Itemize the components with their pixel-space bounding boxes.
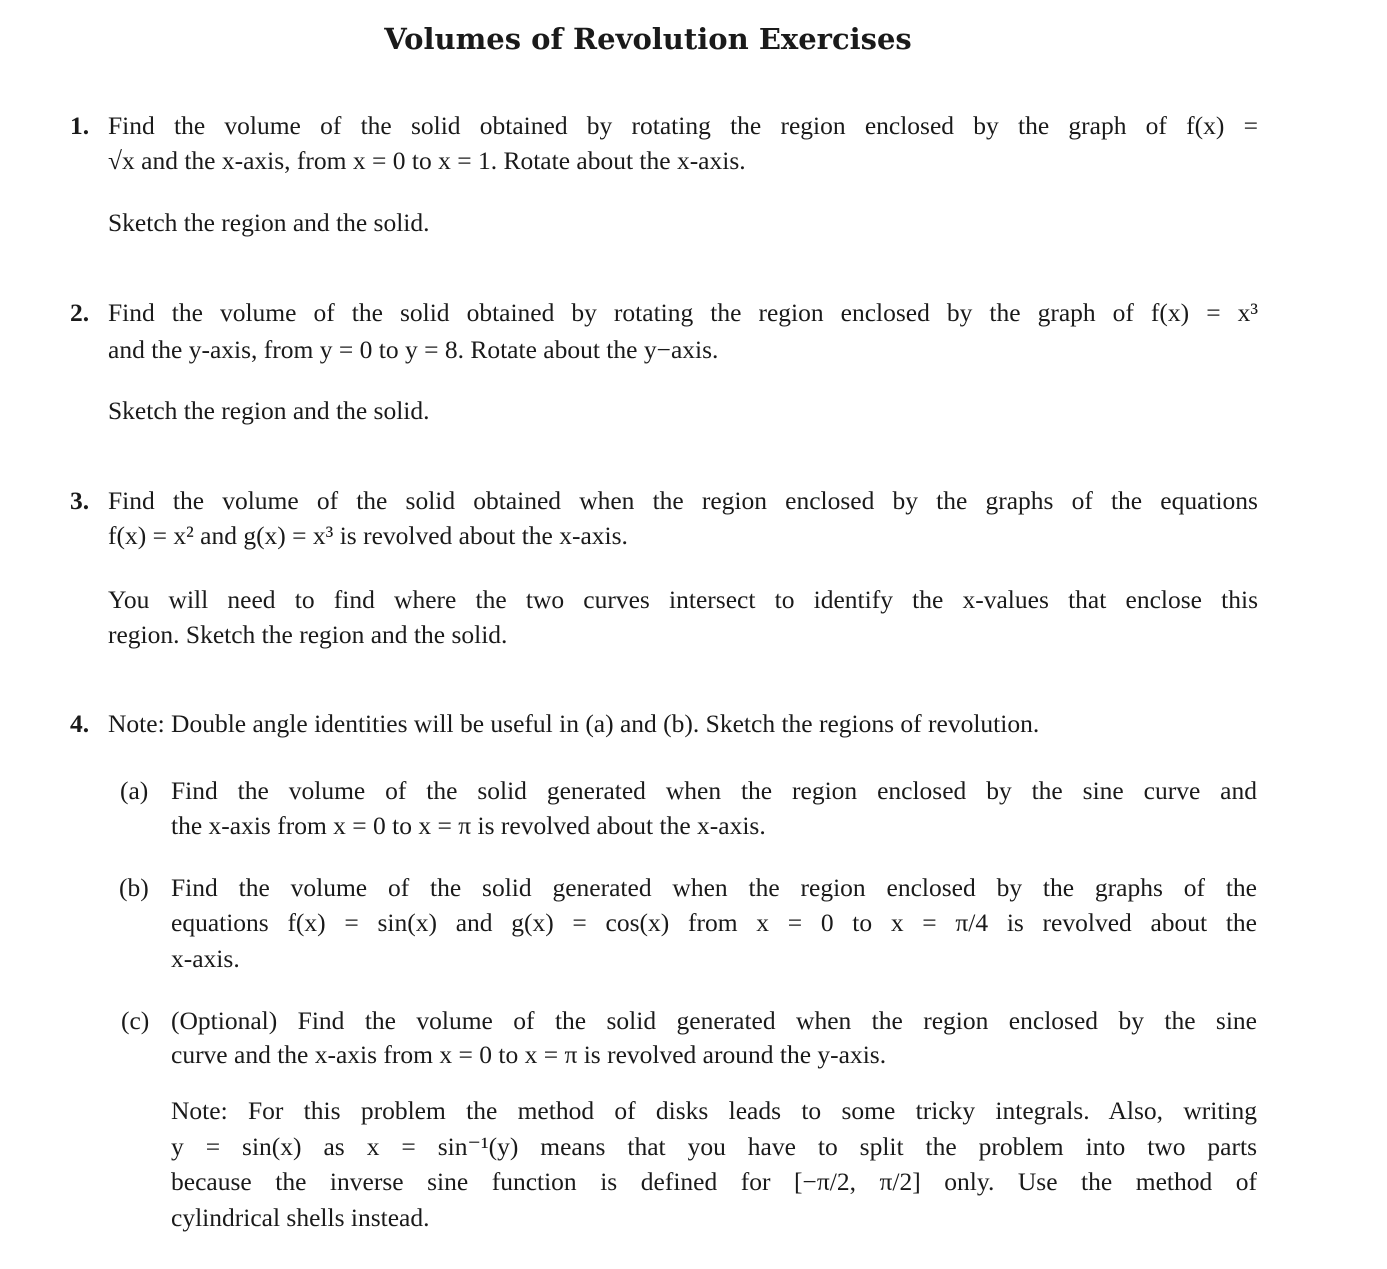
part-c-line-1: (Optional) Find the volume of the solid generated when the region enclosed by the sine [171, 1006, 1257, 1035]
problem-3-number: 3. [70, 486, 90, 515]
problem-3-note-line-2: region. Sketch the region and the solid. [108, 620, 508, 649]
problem-1-line-2: √x and the x-axis, from x = 0 to x = 1. Rotate about the x-axis. [108, 146, 746, 175]
part-c-label: (c) [121, 1006, 150, 1035]
part-c-note-line-1: Note: For this problem the method of disks leads to some tricky integrals. Also, writing [171, 1096, 1257, 1125]
page-title: Volumes of Revolution Exercises [384, 22, 912, 56]
problem-4-number: 4. [70, 709, 90, 738]
problem-2-note: Sketch the region and the solid. [108, 396, 430, 425]
part-c-note-line-4: cylindrical shells instead. [171, 1203, 430, 1232]
problem-3-note-line-1: You will need to find where the two curves intersect to identify the x-values that enclose this [108, 585, 1258, 614]
problem-2-line-2: and the y-axis, from y = 0 to y = 8. Rotate about the y−axis. [108, 335, 719, 364]
part-b-line-2: equations f(x) = sin(x) and g(x) = cos(x) from x = 0 to x = π/4 is revolved about the [171, 908, 1257, 937]
problem-2-line-1: Find the volume of the solid obtained by rotating the region enclosed by the graph of f(x) = x³ [108, 298, 1258, 327]
part-c-note-line-2: y = sin(x) as x = sin⁻¹(y) means that you have to split the problem into two parts [171, 1132, 1257, 1161]
part-b-label: (b) [119, 873, 149, 902]
problem-3-line-2: f(x) = x² and g(x) = x³ is revolved about the x-axis. [108, 521, 628, 550]
problem-1-line-1: Find the volume of the solid obtained by rotating the region enclosed by the graph of f(x) = [108, 111, 1258, 140]
part-c-note-line-3: because the inverse sine function is defined for [−π/2, π/2] only. Use the method of [171, 1167, 1257, 1196]
part-b-line-1: Find the volume of the solid generated when the region enclosed by the graphs of the [171, 873, 1257, 902]
part-c-line-2: curve and the x-axis from x = 0 to x = π is revolved around the y-axis. [171, 1040, 887, 1069]
part-b-line-3: x-axis. [171, 944, 240, 973]
problem-4-intro: Note: Double angle identities will be useful in (a) and (b). Sketch the regions of revolution. [108, 709, 1040, 738]
problem-1-number: 1. [70, 111, 90, 140]
problem-1-note: Sketch the region and the solid. [108, 208, 430, 237]
part-a-label: (a) [120, 776, 149, 805]
part-a-line-1: Find the volume of the solid generated when the region enclosed by the sine curve and [171, 776, 1257, 805]
problem-2-number: 2. [70, 298, 90, 327]
problem-3-line-1: Find the volume of the solid obtained when the region enclosed by the graphs of the equations [108, 486, 1258, 515]
part-a-line-2: the x-axis from x = 0 to x = π is revolved about the x-axis. [171, 811, 766, 840]
